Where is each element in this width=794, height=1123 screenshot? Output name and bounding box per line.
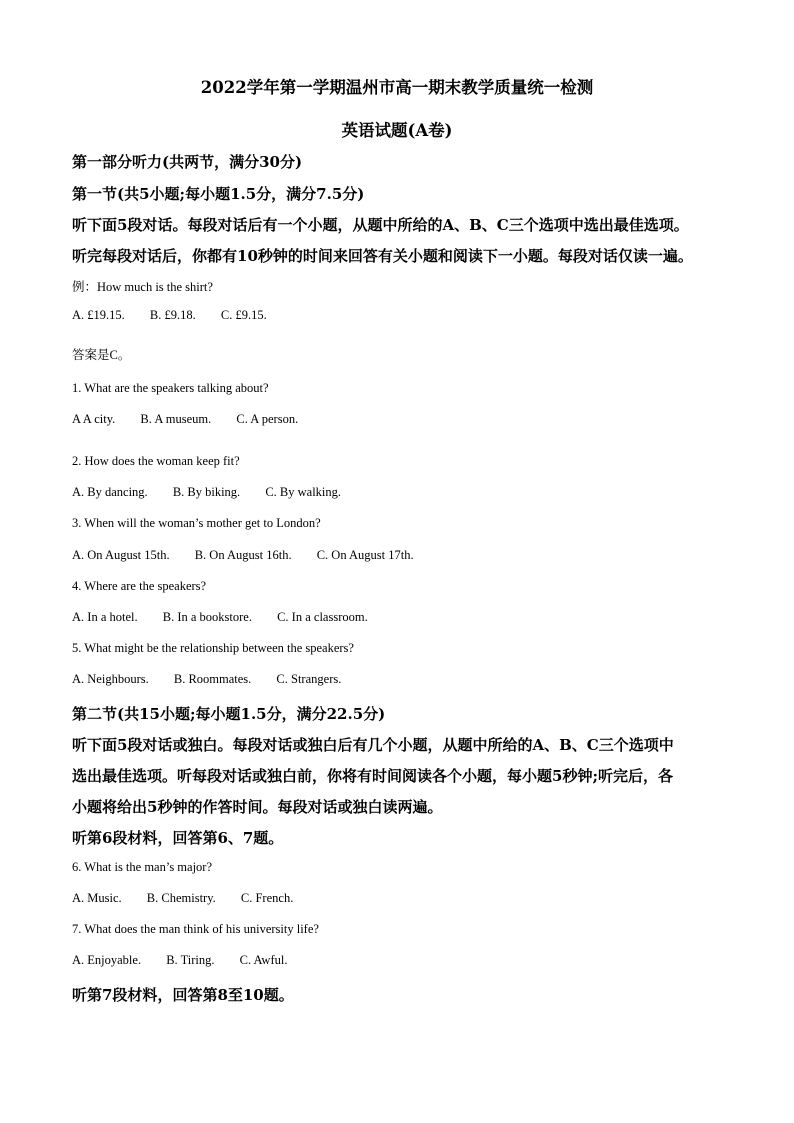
- option-b: B. £9.18.: [149, 308, 196, 322]
- option-c: C. By walking.: [265, 485, 342, 499]
- question-text: 3. When will the woman’s mother get to London?: [72, 516, 321, 530]
- section2-heading: 第二节(共15小题;每小题1.5分，满分22.5分): [72, 705, 386, 723]
- example-question: 例：How much is the shirt?: [72, 280, 213, 294]
- section2-instruction-line: 选出最佳选项。听每段对话或独白前，你将有时间阅读各个小题，每小题5秒钟;听完后，各: [72, 767, 673, 785]
- option-b: B. In a bookstore.: [162, 610, 252, 624]
- option-b: B. Tiring.: [166, 953, 215, 967]
- option-b: B. By biking.: [172, 485, 241, 499]
- option-b: B. On August 16th.: [194, 548, 292, 562]
- option-c: C. A person.: [236, 412, 299, 426]
- question-options: [72, 548, 414, 563]
- question-text: 6. What is the man’s major?: [72, 860, 213, 874]
- question-options: [72, 412, 298, 427]
- question-options: [72, 953, 287, 968]
- option-a: A A city.: [72, 412, 116, 426]
- question-options: [72, 891, 293, 906]
- option-a: A. £19.15.: [72, 308, 125, 322]
- question-text: 5. What might be the relationship between the speakers?: [72, 641, 354, 655]
- option-c: C. French.: [240, 891, 294, 905]
- question-options: [72, 672, 341, 687]
- question-text: 2. How does the woman keep fit?: [72, 454, 240, 468]
- passage-heading: 听第6段材料，回答第6、7题。: [72, 829, 284, 847]
- option-b: B. A museum.: [140, 412, 212, 426]
- example-options: [72, 308, 267, 323]
- option-c: C. £9.15.: [220, 308, 267, 322]
- question-text: 7. What does the man think of his university life?: [72, 922, 319, 936]
- exam-subtitle: 英语试题(A卷): [341, 121, 453, 140]
- section1-instruction-line: 听完每段对话后，你都有10秒钟的时间来回答有关小题和阅读下一小题。每段对话仅读一遍。: [72, 247, 693, 265]
- question-text: 4. Where are the speakers?: [72, 579, 207, 593]
- exam-title: 2022学年第一学期温州市高一期末教学质量统一检测: [200, 78, 594, 97]
- option-a: A. On August 15th.: [72, 548, 170, 562]
- option-b: B. Chemistry.: [146, 891, 216, 905]
- passage-heading: 听第7段材料，回答第8至10题。: [72, 986, 294, 1004]
- question-options: [72, 610, 368, 625]
- option-c: C. Strangers.: [276, 672, 342, 686]
- option-a: A. Music.: [72, 891, 122, 905]
- option-c: C. Awful.: [239, 953, 288, 967]
- section2-instruction-line: 小题将给出5秒钟的作答时间。每段对话或独白读两遍。: [72, 798, 443, 816]
- section1-heading: 第一节(共5小题;每小题1.5分，满分7.5分): [72, 185, 365, 203]
- option-a: A. Enjoyable.: [72, 953, 142, 967]
- option-c: C. In a classroom.: [277, 610, 368, 624]
- option-c: C. On August 17th.: [316, 548, 414, 562]
- example-answer: 答案是C。: [72, 348, 131, 362]
- option-a: A. In a hotel.: [72, 610, 138, 624]
- part1-heading: 第一部分听力(共两节，满分30分): [72, 153, 303, 171]
- option-a: A. By dancing.: [72, 485, 148, 499]
- option-a: A. Neighbours.: [72, 672, 149, 686]
- section2-instruction-line: 听下面5段对话或独白。每段对话或独白后有几个小题，从题中所给的A、B、C三个选项中: [72, 736, 674, 754]
- section1-instruction-line: 听下面5段对话。每段对话后有一个小题，从题中所给的A、B、C三个选项中选出最佳选项。: [72, 216, 689, 234]
- option-b: B. Roommates.: [173, 672, 252, 686]
- question-text: 1. What are the speakers talking about?: [72, 381, 269, 395]
- question-options: [72, 485, 341, 500]
